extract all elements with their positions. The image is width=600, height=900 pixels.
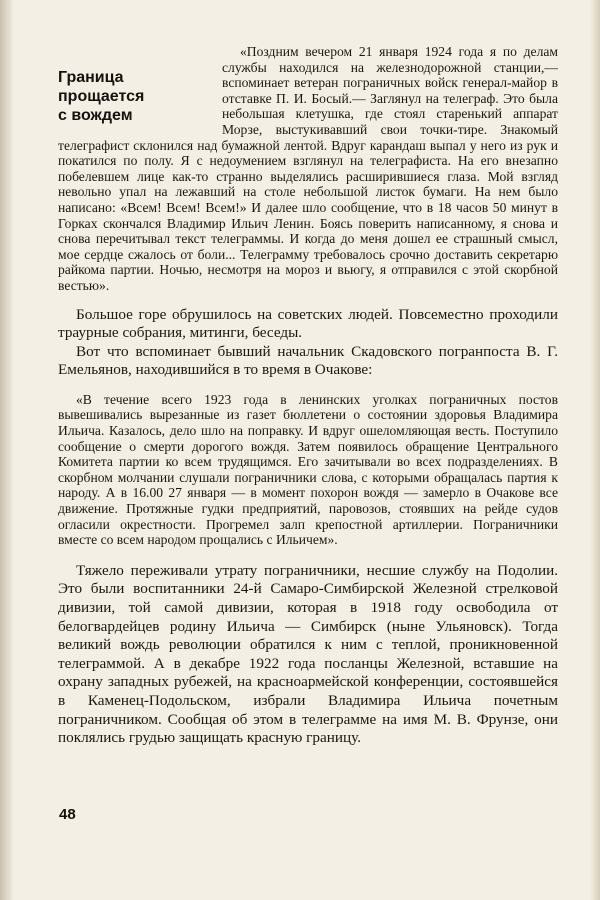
section-heading-line: прощается: [58, 88, 145, 105]
section-heading: [58, 68, 208, 125]
paragraph-podolia: Тяжело переживали утрату пограничники, несшие службу на Подолии. Это были воспитанники 24-й Самаро-Симбирской Железной стрелковой дивизии, той самой дивизии, которая в 1918 году освободила от белогвардейцев родину Ильича — Симбирск (ныне Ульяновск). Тогда великий вождь революции обратился к ним с теплой, проникновенной телеграммой. А в декабре 1922 года посланцы Железной, вставшие на охрану западных рубежей, на красноармейской конференции, состоявшейся в Каменец-Подольском, избрали Владимира Ильича почетным пограничником. Сообщая об этом в телеграмме на имя М. В. Фрунзе, они поклялись грудью защищать красную границу.: [58, 561, 558, 747]
section-heading-line: с вождем: [58, 107, 133, 124]
section-heading-line: Граница: [58, 69, 124, 86]
paragraph-grief: Большое горе обрушилось на советских людей. Повсеместно проходили траурные собрания, митинги, беседы.: [58, 305, 558, 342]
page-gutter-shadow: [0, 0, 14, 900]
quote-emelyanov: «В течение всего 1923 года в ленинских уголках пограничных постов вывешивались вырезанные из газет бюллетени о состоянии здоровья Владимира Ильича. Казалось, дело шло на поправку. И вдруг ошеломляющая весть. Поступило сообщение о смерти дорогого вождя. Затем появилось обращение Центрального Комитета партии ко всем трудящимся. Его зачитывали во всех подразделениях. В скорбном молчании слушали пограничники слова, с которыми обращалась партия к народу. А в 16.00 27 января — в момент похорон вождя — замерло в Очакове все движение. Протяжные гудки предприятий, паровозов, стоявших на рейде судов огласили окрестности. Прогремел залп крепостной артиллерии. Пограничники вместе со всем народом прощались с Ильичем».: [58, 391, 558, 548]
page-content: [58, 44, 558, 748]
quote-bosy: «Поздним вечером 21 января 1924 года я по делам службы находился на железнодорожной станции,— вспоминает ветеран пограничных войск генерал-майор в отставке П. И. Босый.— Заглянул на телеграф. Это была небольшая клетушка, где стоял старенький аппарат Морзе, выстукивавший свои точки-тире. Знакомый телеграфист склонился над бумажной лентой. Вдруг карандаш выпал у него из рук и покатился по полу. Я с недоумением взглянул на телеграфиста. На его внезапно побелевшем лице как-то странно выделялись расширившиеся глаза. Мой взгляд невольно упал на лежавший на столе небольшой листок бумаги. На нем было написано: «Всем! Всем! Всем!» И далее шло сообщение, что в 18 часов 50 минут в Горках скончался Владимир Ильич Ленин. Боясь поверить написанному, я снова и снова перечитывал текст телеграммы. И когда до меня дошел ее страшный смысл, мое сердце сжалось от боли... Телеграмму требовалось срочно доставить секретарю райкома партии. Ночью, несмотря на мороз и вьюгу, я отправился с этой скорбной вестью».: [58, 44, 558, 293]
paragraph-emelyanov-intro: Вот что вспоминает бывший начальник Скадовского погранпоста В. Г. Емельянов, находившийся в то время в Очакове:: [58, 342, 558, 379]
page-edge-shadow: [590, 0, 600, 900]
page-number: 48: [59, 806, 76, 823]
